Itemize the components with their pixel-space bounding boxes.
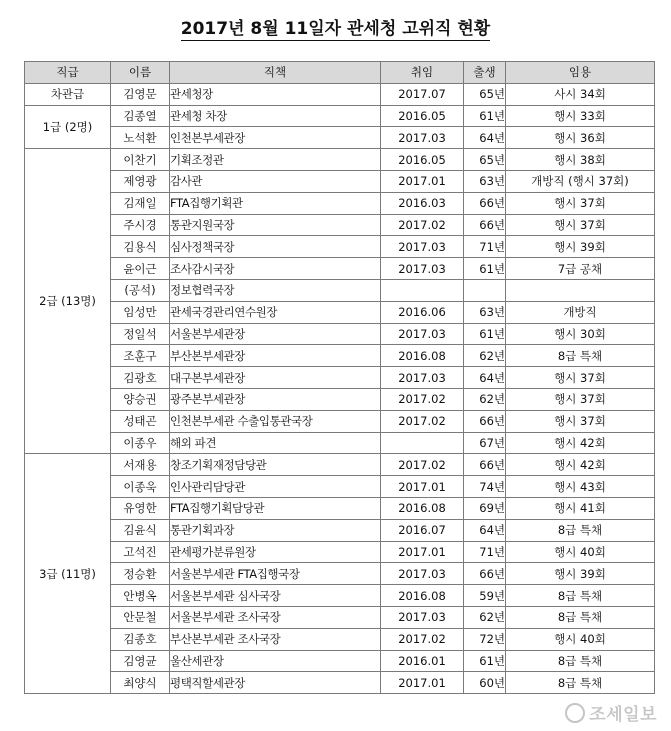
hire-cell: 행시 37회 <box>506 388 655 410</box>
name-cell: 김용식 <box>111 236 170 258</box>
table-row <box>25 519 655 541</box>
name-cell: 주시경 <box>111 214 170 236</box>
rank-cell: 2급 (13명) <box>25 149 111 454</box>
position-cell: 평택직할세관장 <box>170 672 381 694</box>
name-cell: 김영균 <box>111 650 170 672</box>
appointed-cell <box>381 432 464 454</box>
born-cell: 67년 <box>464 432 506 454</box>
table-row <box>25 149 655 171</box>
appointed-cell: 2016.01 <box>381 650 464 672</box>
watermark <box>565 700 657 725</box>
position-cell: 관세국경관리연수원장 <box>170 301 381 323</box>
header-rank: 직급 <box>25 62 111 84</box>
appointed-cell: 2016.08 <box>381 585 464 607</box>
born-cell: 63년 <box>464 301 506 323</box>
hire-cell: 행시 42회 <box>506 454 655 476</box>
name-cell: 노석환 <box>111 127 170 149</box>
born-cell: 62년 <box>464 345 506 367</box>
table-row <box>25 628 655 650</box>
born-cell: 69년 <box>464 497 506 519</box>
appointed-cell: 2016.05 <box>381 105 464 127</box>
appointed-cell: 2016.05 <box>381 149 464 171</box>
name-cell: 이종우 <box>111 432 170 454</box>
name-cell: (공석) <box>111 279 170 301</box>
appointed-cell <box>381 279 464 301</box>
appointed-cell: 2016.06 <box>381 301 464 323</box>
born-cell: 65년 <box>464 149 506 171</box>
hire-cell: 행시 40회 <box>506 628 655 650</box>
table-row <box>25 258 655 280</box>
name-cell: 김재일 <box>111 192 170 214</box>
appointed-cell: 2017.01 <box>381 476 464 498</box>
name-cell: 임성만 <box>111 301 170 323</box>
name-cell: 김종열 <box>111 105 170 127</box>
hire-cell: 행시 33회 <box>506 105 655 127</box>
position-cell: 관세청 차장 <box>170 105 381 127</box>
appointed-cell: 2017.03 <box>381 323 464 345</box>
position-cell: 서울본부세관 심사국장 <box>170 585 381 607</box>
born-cell: 66년 <box>464 192 506 214</box>
appointed-cell: 2017.03 <box>381 563 464 585</box>
born-cell: 66년 <box>464 563 506 585</box>
hire-cell: 7급 공채 <box>506 258 655 280</box>
table-row <box>25 410 655 432</box>
hire-cell: 8급 특채 <box>506 606 655 628</box>
table-row <box>25 83 655 105</box>
title-text: 2017년 8월 11일자 관세청 고위직 현황 <box>180 19 491 39</box>
appointed-cell: 2017.01 <box>381 672 464 694</box>
table-row <box>25 606 655 628</box>
name-cell: 윤이근 <box>111 258 170 280</box>
hire-cell: 8급 특채 <box>506 519 655 541</box>
table-row <box>25 367 655 389</box>
position-cell: 심사정책국장 <box>170 236 381 258</box>
born-cell: 65년 <box>464 83 506 105</box>
position-cell: 인천본부세관장 <box>170 127 381 149</box>
hire-cell: 행시 37회 <box>506 214 655 236</box>
newspaper-logo-icon <box>565 703 585 723</box>
born-cell: 61년 <box>464 105 506 127</box>
header-appointed: 취임 <box>381 62 464 84</box>
rank-cell: 3급 (11명) <box>25 454 111 694</box>
header-row <box>25 62 655 84</box>
name-cell: 김종호 <box>111 628 170 650</box>
position-cell: 해외 파견 <box>170 432 381 454</box>
appointed-cell: 2017.03 <box>381 367 464 389</box>
position-cell: 광주본부세관장 <box>170 388 381 410</box>
appointed-cell: 2017.02 <box>381 388 464 410</box>
position-cell: 관세평가분류원장 <box>170 541 381 563</box>
document-title <box>0 14 671 39</box>
table-row <box>25 279 655 301</box>
hire-cell: 행시 36회 <box>506 127 655 149</box>
table-header <box>25 62 655 84</box>
hire-cell <box>506 279 655 301</box>
appointed-cell: 2017.02 <box>381 454 464 476</box>
table-body <box>25 83 655 693</box>
born-cell: 66년 <box>464 410 506 432</box>
name-cell: 제영광 <box>111 170 170 192</box>
position-cell: 관세청장 <box>170 83 381 105</box>
hire-cell: 행시 39회 <box>506 236 655 258</box>
table-row <box>25 301 655 323</box>
name-cell: 최양식 <box>111 672 170 694</box>
name-cell: 유영한 <box>111 497 170 519</box>
position-cell: 부산본부세관 조사국장 <box>170 628 381 650</box>
header-born: 출생 <box>464 62 506 84</box>
position-cell: 서울본부세관장 <box>170 323 381 345</box>
position-cell: 조사감시국장 <box>170 258 381 280</box>
position-cell: 대구본부세관장 <box>170 367 381 389</box>
born-cell: 71년 <box>464 236 506 258</box>
rank-cell: 차관급 <box>25 83 111 105</box>
born-cell <box>464 279 506 301</box>
appointed-cell: 2017.07 <box>381 83 464 105</box>
appointed-cell: 2017.02 <box>381 628 464 650</box>
appointed-cell: 2016.07 <box>381 519 464 541</box>
name-cell: 김영문 <box>111 83 170 105</box>
appointed-cell: 2017.03 <box>381 236 464 258</box>
watermark-text: 조세일보 <box>589 705 657 725</box>
table-row <box>25 236 655 258</box>
hire-cell: 행시 37회 <box>506 410 655 432</box>
born-cell: 64년 <box>464 127 506 149</box>
name-cell: 정일석 <box>111 323 170 345</box>
table-row <box>25 563 655 585</box>
born-cell: 61년 <box>464 650 506 672</box>
born-cell: 62년 <box>464 606 506 628</box>
hire-cell: 개방직 <box>506 301 655 323</box>
born-cell: 64년 <box>464 519 506 541</box>
appointed-cell: 2017.01 <box>381 541 464 563</box>
position-cell: FTA집행기획담당관 <box>170 497 381 519</box>
hire-cell: 행시 37회 <box>506 367 655 389</box>
born-cell: 59년 <box>464 585 506 607</box>
table-row <box>25 214 655 236</box>
header-hire: 임용 <box>506 62 655 84</box>
position-cell: FTA집행기획관 <box>170 192 381 214</box>
born-cell: 61년 <box>464 323 506 345</box>
position-cell: 기획조정관 <box>170 149 381 171</box>
appointed-cell: 2016.08 <box>381 345 464 367</box>
appointed-cell: 2017.02 <box>381 410 464 432</box>
position-cell: 통관지원국장 <box>170 214 381 236</box>
born-cell: 62년 <box>464 388 506 410</box>
header-name: 이름 <box>111 62 170 84</box>
appointed-cell: 2016.08 <box>381 497 464 519</box>
appointed-cell: 2017.02 <box>381 214 464 236</box>
hire-cell: 행시 38회 <box>506 149 655 171</box>
table-row <box>25 650 655 672</box>
hire-cell: 8급 특채 <box>506 585 655 607</box>
hire-cell: 8급 특채 <box>506 650 655 672</box>
header-position: 직책 <box>170 62 381 84</box>
born-cell: 63년 <box>464 170 506 192</box>
born-cell: 60년 <box>464 672 506 694</box>
name-cell: 김윤식 <box>111 519 170 541</box>
hire-cell: 행시 43회 <box>506 476 655 498</box>
table-row <box>25 432 655 454</box>
table-row <box>25 127 655 149</box>
position-cell: 울산세관장 <box>170 650 381 672</box>
born-cell: 66년 <box>464 214 506 236</box>
hire-cell: 행시 30회 <box>506 323 655 345</box>
table-row <box>25 476 655 498</box>
born-cell: 64년 <box>464 367 506 389</box>
position-cell: 인천본부세관 수출입통관국장 <box>170 410 381 432</box>
position-cell: 감사관 <box>170 170 381 192</box>
name-cell: 정승환 <box>111 563 170 585</box>
name-cell: 이종욱 <box>111 476 170 498</box>
appointed-cell: 2016.03 <box>381 192 464 214</box>
table-row <box>25 585 655 607</box>
officials-table <box>24 61 655 694</box>
name-cell: 안문철 <box>111 606 170 628</box>
hire-cell: 사시 34회 <box>506 83 655 105</box>
name-cell: 양승권 <box>111 388 170 410</box>
position-cell: 정보협력국장 <box>170 279 381 301</box>
position-cell: 서울본부세관 FTA집행국장 <box>170 563 381 585</box>
table-row <box>25 323 655 345</box>
hire-cell: 행시 39회 <box>506 563 655 585</box>
born-cell: 71년 <box>464 541 506 563</box>
born-cell: 66년 <box>464 454 506 476</box>
table-row <box>25 105 655 127</box>
name-cell: 안병옥 <box>111 585 170 607</box>
table-row <box>25 672 655 694</box>
name-cell: 성태곤 <box>111 410 170 432</box>
position-cell: 서울본부세관 조사국장 <box>170 606 381 628</box>
appointed-cell: 2017.03 <box>381 606 464 628</box>
born-cell: 72년 <box>464 628 506 650</box>
born-cell: 61년 <box>464 258 506 280</box>
hire-cell: 행시 37회 <box>506 192 655 214</box>
appointed-cell: 2017.03 <box>381 127 464 149</box>
hire-cell: 8급 특채 <box>506 345 655 367</box>
position-cell: 창조기획재정담당관 <box>170 454 381 476</box>
hire-cell: 행시 42회 <box>506 432 655 454</box>
name-cell: 고석진 <box>111 541 170 563</box>
hire-cell: 행시 41회 <box>506 497 655 519</box>
position-cell: 부산본부세관장 <box>170 345 381 367</box>
appointed-cell: 2017.03 <box>381 258 464 280</box>
table-row <box>25 345 655 367</box>
table-row <box>25 170 655 192</box>
name-cell: 서재용 <box>111 454 170 476</box>
table-row <box>25 192 655 214</box>
name-cell: 이찬기 <box>111 149 170 171</box>
position-cell: 통관기획과장 <box>170 519 381 541</box>
born-cell: 74년 <box>464 476 506 498</box>
hire-cell: 개방직 (행시 37회) <box>506 170 655 192</box>
appointed-cell: 2017.01 <box>381 170 464 192</box>
hire-cell: 8급 특채 <box>506 672 655 694</box>
table-row <box>25 497 655 519</box>
table-row <box>25 541 655 563</box>
position-cell: 인사관리담당관 <box>170 476 381 498</box>
table-row <box>25 454 655 476</box>
name-cell: 김광호 <box>111 367 170 389</box>
rank-cell: 1급 (2명) <box>25 105 111 149</box>
hire-cell: 행시 40회 <box>506 541 655 563</box>
name-cell: 조훈구 <box>111 345 170 367</box>
table-row <box>25 388 655 410</box>
